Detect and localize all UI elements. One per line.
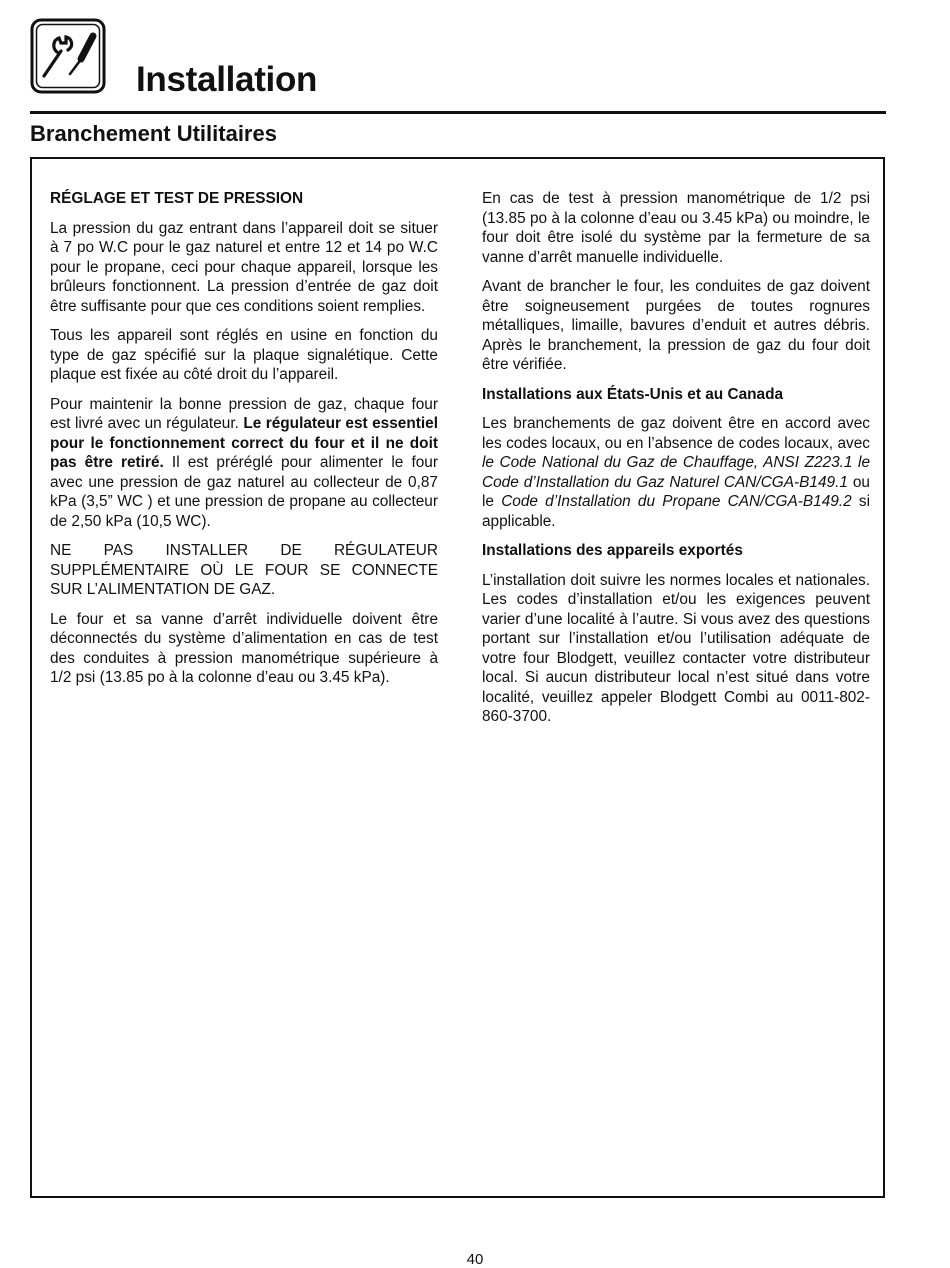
right-paragraph-3-c: ou le	[482, 473, 870, 510]
right-paragraph-1: En cas de test à pression manométrique de 1/2 psi (13.85 po à la colonne d’eau ou 3.45 kPa) ou moindre, le four doit être isolé du système par la fermeture de sa vanne d’arrêt manuelle individuelle.	[482, 190, 870, 266]
right-paragraph-3-a: Les branchements de gaz doivent être en accord avec les codes locaux, ou en l’absence de codes locaux, avec	[482, 415, 870, 452]
content-box	[30, 157, 885, 1198]
left-paragraph-3-start: Pour maintenir la bonne pression de gaz, chaque four est livré avec un régulateur.	[50, 395, 438, 432]
right-paragraph-3-b: le Code National du Gaz de Chauffage, ANSI Z223.1 le Code d’Installation du Gaz Naturel CAN/CGA-B149.1	[482, 454, 870, 491]
left-heading: RÉGLAGE ET TEST DE PRESSION	[50, 190, 304, 207]
left-paragraph-4: NE PAS INSTALLER DE RÉGULATEUR SUPPLÉMENTAIRE OÙ LE FOUR SE CONNECTE SUR L’ALIMENTATION DE GAZ.	[50, 542, 438, 598]
header-divider	[30, 111, 886, 114]
left-paragraph-3-bold: Le régulateur est essentiel pour le fonctionnement correct du four et il ne doit pas être retiré.	[50, 415, 438, 471]
right-heading-exports: Installations des appareils exportés	[482, 542, 743, 559]
right-heading-us-canada: Installations aux États-Unis et au Canada	[482, 385, 784, 403]
left-paragraph-3-end: Il est préréglé pour alimenter le four avec une pression de gaz naturel au collecteur de 0,87 kPa (3,5” WC ) et une pression de propane au collecteur de 2,50 kPa (10,5 WC).	[50, 454, 438, 530]
right-paragraph-3	[482, 414, 870, 531]
right-column	[482, 189, 870, 737]
left-paragraph-2: Tous les appareil sont réglés en usine en fonction du type de gaz spécifié sur la plaque signalétique. Cette plaque est fixée au côté droit du l’appareil.	[50, 327, 438, 383]
page-title: Installation	[136, 60, 318, 99]
right-paragraph-2: Avant de brancher le four, les conduites de gaz doivent être soigneusement purgées de toutes rognures métalliques, limaille, bavures d’enduit et autres débris. Après le branchement, la pression de gaz du four doit être vérifiée.	[482, 278, 870, 373]
left-paragraph-5: Le four et sa vanne d’arrêt individuelle doivent être déconnectés du système d’alimentation en cas de test des conduites à pression manométrique supérieure à 1/2 psi (13.85 po à la colonne d’eau ou 3.45 kPa).	[50, 610, 438, 686]
wrench-screwdriver-icon	[30, 18, 106, 94]
right-paragraph-4: L’installation doit suivre les normes locales et nationales. Les codes d’installation et/ou les exigences peuvent varier d’une localité à l’autre. Si vous avez des questions portant sur l’installation et/ou l’utilisation adéquate de votre four Blodgett, veuillez contacter votre distributeur local. Si aucun distributeur local n’est situé dans votre localité, veuillez appeler Blodgett Combi au 0011-802-860-3700.	[482, 571, 870, 725]
left-paragraph-3	[50, 395, 438, 532]
right-paragraph-3-d: Code d’Installation du Propane CAN/CGA-B149.2	[501, 493, 852, 510]
section-title: Branchement Utilitaires	[30, 121, 277, 146]
right-paragraph-3-e: si applicable.	[482, 493, 870, 530]
left-paragraph-1: La pression du gaz entrant dans l’appareil doit se situer à 7 po W.C pour le gaz naturel et entre 12 et 14 po W.C pour le propane, ceci pour chaque appareil, lorsque les brûleurs fonctionnent. La pression d’entrée de gaz doit être suffisante pour que ces conditions soient remplies.	[50, 219, 438, 315]
page-number: 40	[466, 1251, 484, 1268]
left-column	[50, 189, 438, 698]
